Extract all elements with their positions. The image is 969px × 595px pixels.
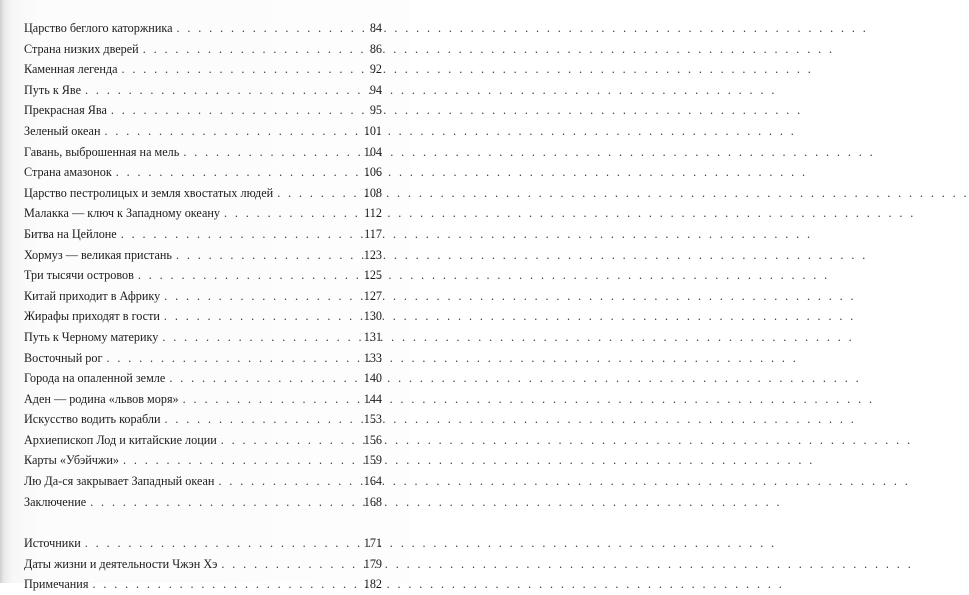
- toc-entry-title: Аден — родина «львов моря»: [24, 391, 179, 406]
- dot-leader: [111, 100, 361, 121]
- toc-entry-page-number: 123: [363, 247, 382, 262]
- toc-entry-title: Зеленый океан: [24, 123, 101, 138]
- toc-entry-page-number: 127: [363, 288, 382, 303]
- toc-entry: [24, 471, 382, 492]
- toc-entry-title: Карты «Убэйчжи»: [24, 453, 119, 468]
- toc-entry-title: Прекрасная Ява: [24, 103, 107, 118]
- toc-entry-title: Жирафы приходят в гости: [24, 309, 160, 324]
- dot-leader: [138, 265, 361, 286]
- toc-entry: [24, 492, 382, 513]
- dot-leader: [164, 306, 361, 327]
- toc-entry-title: Даты жизни и деятельности Чжэн Хэ: [24, 556, 218, 571]
- toc-entry-title: Три тысячи островов: [24, 268, 134, 283]
- toc-entry-page-number: 164: [363, 474, 382, 489]
- toc-entry: [24, 18, 382, 39]
- toc-entry: [24, 533, 382, 554]
- toc-entry: [24, 450, 382, 471]
- dot-leader: [105, 121, 361, 142]
- toc-entry-title: Лю Да-ся закрывает Западный океан: [24, 474, 215, 489]
- toc-entry-page-number: 125: [363, 268, 382, 283]
- toc-entry: [24, 327, 382, 348]
- toc-entry-page-number: 108: [363, 185, 382, 200]
- toc-entry: [24, 430, 382, 451]
- toc-entry: [24, 306, 382, 327]
- toc-entry-title: Источники: [24, 536, 81, 551]
- toc-entry-page-number: 112: [364, 206, 382, 221]
- dot-leader: [176, 245, 361, 266]
- dot-leader: [224, 203, 361, 224]
- toc-entry-page-number: 159: [363, 453, 382, 468]
- toc-entry: [24, 389, 382, 410]
- toc-main-entries: [24, 18, 382, 512]
- dot-leader: [90, 492, 361, 513]
- toc-entry-page-number: 106: [363, 165, 382, 180]
- toc-entry: [24, 100, 382, 121]
- toc-entry: [24, 224, 382, 245]
- dot-leader: [183, 142, 360, 163]
- dot-leader: [277, 183, 361, 204]
- toc-entry-page-number: 171: [363, 536, 382, 551]
- section-gap: [24, 512, 382, 533]
- toc-entry: [24, 245, 382, 266]
- toc-entry: [24, 368, 382, 389]
- dot-leader: [121, 224, 361, 245]
- toc-entry-page-number: 84: [369, 21, 382, 35]
- toc-entry-page-number: 179: [363, 556, 382, 571]
- toc-entry-page-number: 156: [363, 432, 382, 447]
- toc-entry-title: Архиепископ Лод и китайские лоции: [24, 432, 217, 447]
- toc-entry: [24, 39, 382, 60]
- dot-leader: [221, 430, 361, 451]
- toc-entry-title: Битва на Цейлоне: [24, 226, 117, 241]
- toc-entry: [24, 183, 382, 204]
- toc-entry-title: Искусство водить корабли: [24, 412, 161, 427]
- toc-entry-title: Восточный рог: [24, 350, 103, 365]
- toc-entry-title: Малакка — ключ к Западному океану: [24, 206, 220, 221]
- document-page: [0, 0, 410, 592]
- toc-entry-title: Страна амазонок: [24, 165, 112, 180]
- toc-entry: [24, 265, 382, 286]
- toc-entry-page-number: 95: [369, 103, 382, 118]
- toc-entry-title: Хормуз — великая пристань: [24, 247, 172, 262]
- toc-entry: [24, 554, 382, 575]
- toc-entry: [24, 142, 382, 163]
- toc-entry-page-number: 133: [363, 350, 382, 365]
- table-of-contents: [24, 18, 382, 595]
- toc-entry-title: Города на опаленной земле: [24, 371, 166, 386]
- dot-leader: [218, 471, 360, 492]
- toc-entry-title: Царство пестролицых и земля хвостатых людей: [24, 185, 274, 200]
- toc-entry-title: Каменная легенда: [24, 62, 118, 77]
- toc-entry-page-number: 92: [369, 62, 382, 77]
- toc-entry: [24, 80, 382, 101]
- toc-entry: [24, 409, 382, 430]
- toc-entry-page-number: 144: [363, 391, 382, 406]
- dot-leader: [85, 533, 361, 554]
- dot-leader: [162, 327, 360, 348]
- toc-entry-page-number: 153: [363, 412, 382, 427]
- toc-entry-title: Путь к Черному материку: [24, 329, 159, 344]
- toc-entry-page-number: 182: [363, 577, 382, 592]
- toc-back-matter: [24, 533, 382, 595]
- toc-entry: [24, 286, 382, 307]
- toc-entry-title: Китай приходит в Африку: [24, 288, 161, 303]
- dot-leader: [183, 389, 361, 410]
- toc-entry: [24, 59, 382, 80]
- toc-entry-page-number: 94: [369, 82, 382, 97]
- dot-leader: [121, 59, 361, 80]
- toc-entry-page-number: 104: [363, 144, 382, 159]
- toc-entry-page-number: 101: [363, 123, 382, 138]
- toc-entry-page-number: 131: [363, 329, 382, 344]
- toc-entry-page-number: 168: [363, 494, 382, 509]
- dot-leader: [177, 18, 362, 39]
- dot-leader: [116, 162, 361, 183]
- dot-leader: [85, 80, 361, 101]
- toc-entry-title: Примечания: [24, 577, 89, 592]
- toc-entry: [24, 574, 382, 595]
- dot-leader: [164, 409, 360, 430]
- toc-entry-title: Заключение: [24, 494, 87, 509]
- dot-leader: [143, 39, 361, 60]
- toc-entry: [24, 121, 382, 142]
- toc-entry-title: Царство беглого каторжника: [24, 21, 173, 35]
- toc-entry: [24, 348, 382, 369]
- dot-leader: [164, 286, 361, 307]
- toc-entry-title: Страна низких дверей: [24, 41, 139, 56]
- toc-entry-title: Гавань, выброшенная на мель: [24, 144, 180, 159]
- dot-leader: [106, 348, 360, 369]
- toc-entry-page-number: 140: [363, 371, 382, 386]
- toc-entry-page-number: 130: [363, 309, 382, 324]
- dot-leader: [123, 450, 361, 471]
- dot-leader: [221, 554, 360, 575]
- toc-entry: [24, 203, 382, 224]
- toc-entry-page-number: 86: [369, 41, 382, 56]
- dot-leader: [92, 574, 360, 595]
- toc-entry: [24, 162, 382, 183]
- dot-leader: [169, 368, 360, 389]
- toc-entry-title: Путь к Яве: [24, 82, 82, 97]
- toc-entry-page-number: 117: [364, 226, 382, 241]
